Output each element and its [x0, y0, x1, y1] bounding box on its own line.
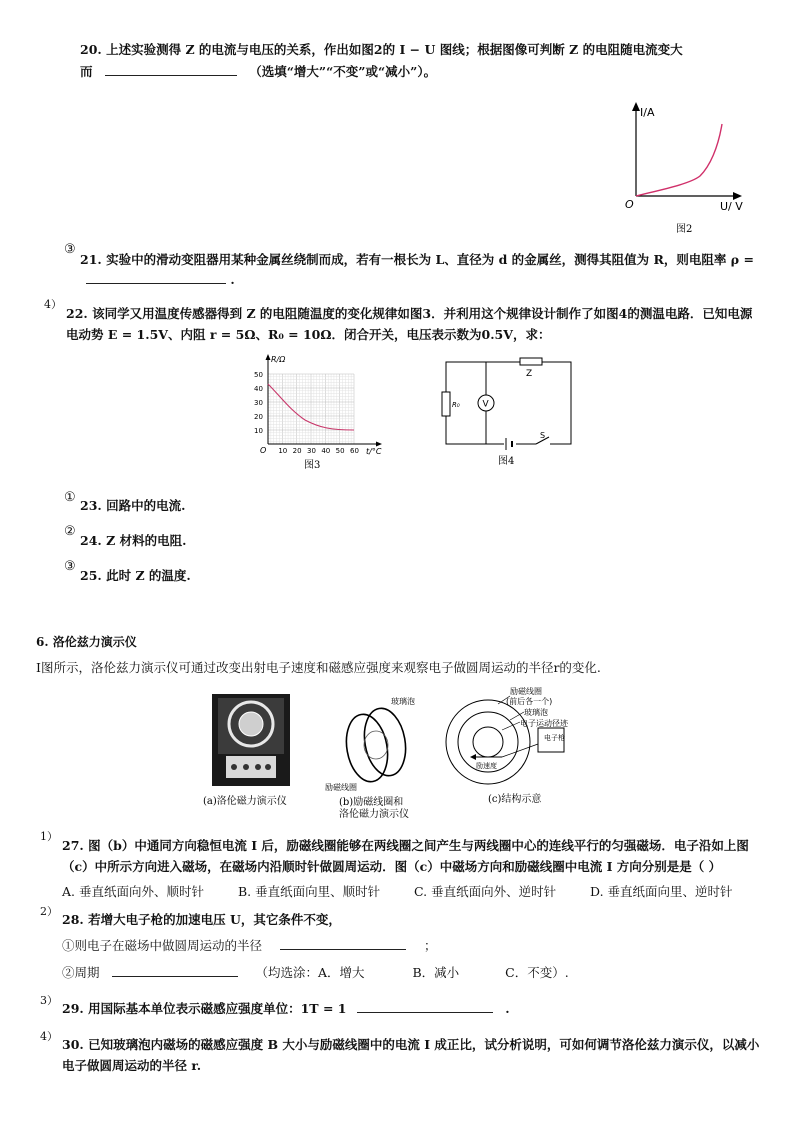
- q28-marker: 2）: [40, 905, 58, 918]
- fig3-x-tick-label: 60: [350, 447, 359, 455]
- q30-marker: 4）: [40, 1030, 58, 1043]
- q21-marker: ③: [64, 242, 76, 257]
- q29-line: [62, 999, 510, 1017]
- fig4-z-component: [520, 358, 542, 365]
- fig3-x-tick-label: 40: [321, 447, 331, 455]
- fig-c-velocity-arrow-icon: [470, 754, 476, 760]
- q27-option-a[interactable]: A. 垂直纸面向外、顺时针: [62, 884, 204, 899]
- fig3-origin: O: [260, 446, 267, 455]
- fig-c-coil-outer: [446, 700, 530, 784]
- q28-line1: 28. 若增大电子枪的加速电压 U，其它条件不变，: [62, 912, 341, 927]
- fig3-y-label: R/Ω: [271, 355, 286, 364]
- figure-c-structure: [440, 682, 605, 812]
- fig-c-caption: (c)结构示意: [488, 794, 542, 805]
- q25-marker: ③: [64, 559, 76, 574]
- fig3-y-tick-label: 10: [254, 427, 263, 435]
- fig2-origin: O: [625, 198, 634, 211]
- q25-text: 25. 此时 Z 的温度.: [80, 568, 191, 583]
- fig-b-label-coil: 励磁线圈: [325, 783, 357, 792]
- q20-line1: 20. 上述实验测得 Z 的电流与电压的关系，作出如图2的 I − U 图线；根据图像可判断 Z 的电阻随电流变大: [80, 42, 683, 57]
- fig-c-gun-leader: [502, 744, 538, 757]
- fig-a-knob-icon: [231, 764, 237, 770]
- fig3-x-tick-label: 10: [278, 447, 288, 455]
- q29-answer-blank[interactable]: [357, 1012, 493, 1013]
- figure-b-coils: [325, 690, 435, 820]
- q20-line2-suffix: （选填“增大”“不变”或“减小”）。: [249, 64, 437, 79]
- fig4-z-label: Z: [526, 369, 533, 379]
- fig-a-glass-bulb: [239, 712, 263, 736]
- q22-line2: 电动势 E = 1.5V、内阻 r = 5Ω、R₀ = 10Ω．闭合开关，电压表示数为0.5V，求：: [66, 327, 551, 342]
- q28-period-blank[interactable]: [112, 976, 238, 977]
- fig-c-label-coil: 励磁线圈: [510, 687, 542, 696]
- figure-2-iu-graph: [600, 98, 760, 238]
- q24-marker: ②: [64, 524, 76, 539]
- q29-marker: 3）: [40, 994, 58, 1007]
- q29-suffix: .: [505, 1001, 510, 1016]
- fig3-y-tick-label: 40: [254, 385, 263, 393]
- fig3-caption: 图3: [304, 460, 321, 471]
- fig2-iu-curve: [636, 124, 722, 196]
- fig-c-label-velocity: 励速度: [476, 762, 497, 770]
- q29-prefix: 29. 用国际基本单位表示磁感应强度单位：1T = 1: [62, 1001, 347, 1016]
- fig2-x-label: U/ V: [720, 200, 743, 213]
- q28-option-c: C．不变）.: [505, 965, 569, 980]
- q27-line2: （c）中所示方向进入磁场，在磁场内沿顺时针做圆周运动．图（c）中磁场方向和励磁线圈中电流 I 方向分别是是（ ）: [62, 859, 722, 874]
- fig2-y-label: I/A: [640, 106, 655, 119]
- fig-b-caption-1: (b)励磁线圈和: [339, 797, 404, 808]
- q27-option-b[interactable]: B. 垂直纸面向里、顺时针: [238, 884, 381, 899]
- q28-line2: [62, 936, 437, 954]
- fig-c-label-bulb: 玻璃泡: [524, 708, 548, 717]
- q23-text: 23. 回路中的电流.: [80, 498, 186, 513]
- fig3-y-tick-label: 50: [254, 371, 263, 379]
- fig-c-label-front-back: (前后各一个): [506, 697, 553, 706]
- fig4-caption: 图4: [498, 456, 515, 467]
- fig4-v-label: V: [482, 399, 489, 410]
- q21-line1: 21. 实验中的滑动变阻器用某种金属丝绕制而成，若有一根长为 L、直径为 d 的金属丝，测得其阻值为 R，则电阻率 ρ =: [80, 252, 754, 267]
- q27-option-d[interactable]: D. 垂直纸面向里、逆时针: [590, 884, 733, 899]
- fig3-x-arrow-icon: [376, 442, 382, 447]
- fig3-y-ticks: [254, 371, 263, 435]
- fig3-y-tick-label: 30: [254, 399, 263, 407]
- q27-line1: 27. 图（b）中通同方向稳恒电流 I 后，励磁线圈能够在两线圈之间产生与两线圈中心的连线平行的匀强磁场．电子沿如上图: [62, 838, 749, 853]
- fig2-caption: 图2: [676, 224, 693, 235]
- fig3-grid: [268, 374, 354, 444]
- fig3-y-tick-label: 20: [254, 413, 263, 421]
- section6-title: 6. 洛伦兹力演示仪: [36, 635, 137, 649]
- fig3-x-tick-label: 30: [307, 447, 316, 455]
- fig4-r0-label: R₀: [452, 401, 460, 409]
- figure-a-lorentz-demonstrator: [200, 690, 300, 810]
- q30-line2: 电子做圆周运动的半径 r.: [62, 1058, 202, 1073]
- fig2-x-arrow-icon: [733, 192, 742, 200]
- q28-option-b: B．减小: [412, 965, 460, 980]
- fig4-s-label: S: [540, 431, 546, 440]
- q21-line2-suffix: .: [230, 272, 235, 287]
- fig-c-label-track: 电子运动径迹: [520, 719, 568, 728]
- fig-a-caption: (a)洛伦磁力演示仪: [203, 796, 287, 807]
- q24-text: 24. Z 材料的电阻.: [80, 533, 187, 548]
- q20-line2-prefix: 而: [80, 64, 93, 79]
- q21-line2: [86, 272, 235, 287]
- fig3-y-arrow-icon: [266, 354, 271, 360]
- fig-a-knob-icon: [265, 764, 271, 770]
- fig3-x-ticks: [278, 447, 359, 455]
- q30-line1: 30. 已知玻璃泡内磁场的磁感应强度 B 大小与励磁线圈中的电流 I 成正比，试分析说明，可如何调节洛伦兹力演示仪，以减小: [62, 1037, 760, 1052]
- q22-marker: 4）: [44, 298, 62, 311]
- fig3-x-tick-label: 20: [292, 447, 302, 455]
- fig3-x-tick-label: 50: [335, 447, 345, 455]
- q23-marker: ①: [64, 490, 76, 505]
- fig-b-glass-bulb: [364, 731, 388, 759]
- fig-a-knob-icon: [243, 764, 249, 770]
- q28-line2-prefix: ①则电子在磁场中做圆周运动的半径: [62, 938, 263, 953]
- section6-intro: Ⅰ图所示，洛伦兹力演示仪可通过改变出射电子速度和磁感应强度来观察电子做圆周运动的半径r的变化.: [36, 660, 601, 675]
- fig2-y-arrow-icon: [632, 102, 640, 111]
- q27-option-c[interactable]: C. 垂直纸面向外、逆时针: [414, 884, 557, 899]
- q28-radius-blank[interactable]: [280, 949, 406, 950]
- q28-line2-suffix: ；: [423, 938, 437, 953]
- q28-option-a: （均选涂：A．增大: [255, 965, 365, 980]
- q28-line3: [62, 963, 569, 981]
- fig-a-knob-icon: [255, 764, 261, 770]
- q22-line1: 22. 该同学又用温度传感器得到 Z 的电阻随温度的变化规律如图3．并利用这个规律设计制作了如图4的测温电路．已知电源: [66, 306, 753, 321]
- fig-c-label-gun: 电子枪: [544, 734, 565, 742]
- fig-b-caption-2: 洛伦磁力演示仪: [339, 809, 409, 820]
- q20-line2: [80, 62, 436, 80]
- fig3-x-label: t/°C: [366, 447, 382, 456]
- q20-answer-blank[interactable]: [105, 75, 237, 76]
- fig4-r0-resistor: [442, 392, 450, 416]
- q28-line3-prefix: ②周期: [62, 965, 100, 980]
- q27-marker: 1）: [40, 830, 58, 843]
- fig-c-electron-path: [473, 727, 503, 757]
- fig4-switch-gap: [536, 440, 550, 448]
- fig4-circuit-loop: [446, 362, 571, 444]
- figure-4-circuit: [436, 352, 578, 470]
- fig-b-label-bulb: 玻璃泡: [391, 697, 415, 706]
- figure-3-rt-graph: [250, 350, 392, 472]
- q21-answer-blank[interactable]: [86, 283, 226, 284]
